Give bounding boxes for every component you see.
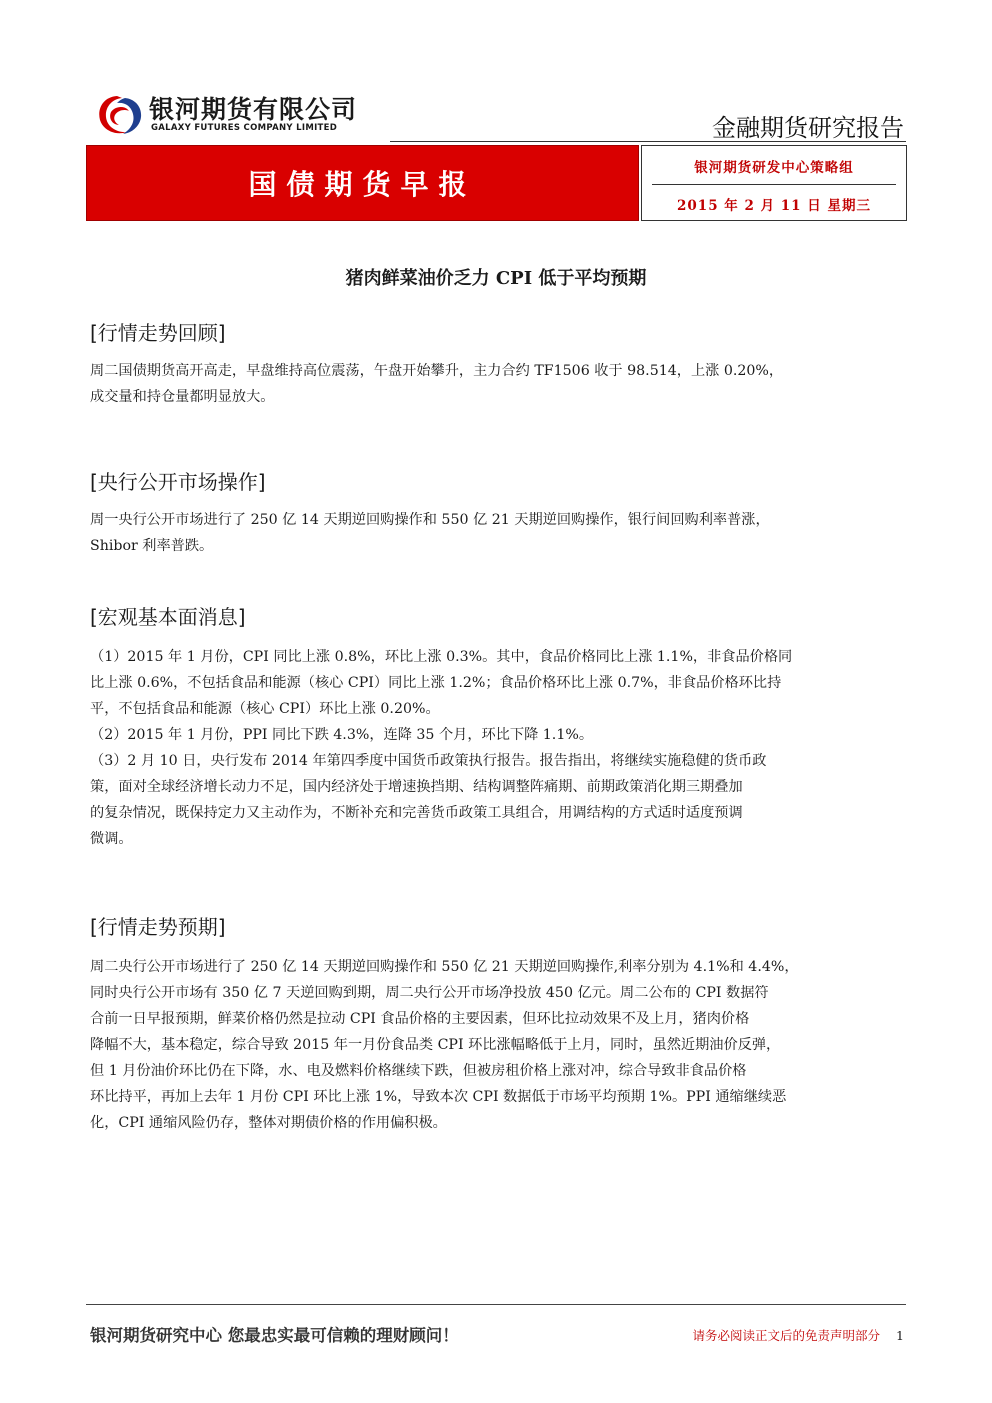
- paragraph-line: 成交量和持仓量都明显放大。: [90, 389, 275, 405]
- footer-slogan: 银河期货研究中心 您最忠实最可信赖的理财顾问！: [90, 1326, 459, 1345]
- section-heading-open-market: [央行公开市场操作]: [90, 470, 266, 494]
- paragraph-line: 平，不包括食品和能源（核心 CPI）环比上涨 0.20%。: [90, 701, 440, 717]
- paragraph-line: 合前一日早报预期，鲜菜价格仍然是拉动 CPI 食品价格的主要因素，但环比拉动效果不及上月，猪肉价格: [90, 1011, 750, 1027]
- paragraph-line: 环比持平，再加上去年 1 月份 CPI 环比上涨 1%，导致本次 CPI 数据低于市场平均预期 1%。PPI 通缩继续恶: [90, 1089, 787, 1105]
- page-number: 1: [896, 1328, 904, 1343]
- info-box: [641, 145, 907, 221]
- report-date: 2015 年 2 月 11 日 星期三: [677, 198, 871, 214]
- paragraph-line: 的复杂情况，既保持定力又主动作为，不断补充和完善货币政策工具组合，用调结构的方式适时适度预调: [90, 805, 743, 821]
- paragraph-line: 周二国债期货高开高走，早盘维持高位震荡，午盘开始攀升，主力合约 TF1506 收于 98.514，上涨 0.20%，: [90, 363, 784, 379]
- paragraph-line: 策，面对全球经济增长动力不足，国内经济处于增速换挡期、结构调整阵痛期、前期政策消化期三期叠加: [90, 779, 743, 795]
- paragraph-line: （1）2015 年 1 月份，CPI 同比上涨 0.8%，环比上涨 0.3%。其中，食品价格同比上涨 1.1%，非食品价格同: [90, 649, 793, 665]
- paragraph-line: 化，CPI 通缩风险仍存，整体对期债价格的作用偏积极。: [90, 1115, 447, 1131]
- paragraph-line: 微调。: [90, 831, 133, 847]
- paragraph-line: （3）2 月 10 日，央行发布 2014 年第四季度中国货币政策执行报告。报告指出，将继续实施稳健的货币政: [90, 753, 767, 769]
- paragraph-line: 但 1 月份油价环比仍在下降，水、电及燃料价格继续下跌，但被房租价格上涨对冲，综合导致非食品价格: [90, 1063, 747, 1079]
- disclaimer-note: 请务必阅读正文后的免责声明部分: [692, 1328, 881, 1343]
- paragraph-line: 周一央行公开市场进行了 250 亿 14 天期逆回购操作和 550 亿 21 天期逆回购操作，银行间回购利率普涨，: [90, 512, 770, 528]
- section-heading-outlook: [行情走势预期]: [90, 915, 226, 939]
- galaxy-logo-icon: [95, 92, 145, 138]
- paragraph-line: 比上涨 0.6%，不包括食品和能源（核心 CPI）同比上涨 1.2%；食品价格环比上涨 0.7%，非食品价格环比持: [90, 675, 782, 691]
- section-body-macro-news: [90, 644, 910, 852]
- company-name-cn: 银河期货有限公司: [149, 95, 358, 124]
- company-logo: [95, 90, 385, 140]
- paragraph-line: 降幅不大，基本稳定，综合导致 2015 年一月份食品类 CPI 环比涨幅略低于上月，同时，虽然近期油价反弹，: [90, 1037, 781, 1053]
- section-body-market-review: [90, 358, 910, 410]
- section-heading-macro-news: [宏观基本面消息]: [90, 605, 246, 629]
- company-name-en: GALAXY FUTURES COMPANY LIMITED: [151, 123, 338, 133]
- section-heading-market-review: [行情走势回顾]: [90, 321, 226, 345]
- section-body-outlook: [90, 954, 910, 1136]
- report-type: 金融期货研究报告: [712, 114, 904, 142]
- section-body-open-market: [90, 507, 910, 559]
- title-banner: [86, 145, 639, 221]
- banner-title: 国债期货早报: [248, 168, 477, 201]
- document-title: 猪肉鲜菜油价乏力 CPI 低于平均预期: [345, 268, 647, 289]
- paragraph-line: （2）2015 年 1 月份，PPI 同比下跌 4.3%，连降 35 个月，环比下降 1.1%。: [90, 727, 594, 743]
- research-team: 银河期货研发中心策略组: [694, 160, 854, 176]
- paragraph-line: 同时央行公开市场有 350 亿 7 天逆回购到期，周二央行公开市场净投放 450 亿元。周二公布的 CPI 数据符: [90, 985, 769, 1001]
- info-box-divider: [652, 184, 896, 185]
- footer-right: [693, 1326, 904, 1344]
- paragraph-line: 周二央行公开市场进行了 250 亿 14 天期逆回购操作和 550 亿 21 天期逆回购操作,利率分别为 4.1%和 4.4%，: [90, 959, 799, 975]
- footer-divider: [86, 1304, 906, 1305]
- paragraph-line: Shibor 利率普跌。: [90, 538, 214, 554]
- header-divider: [390, 141, 906, 142]
